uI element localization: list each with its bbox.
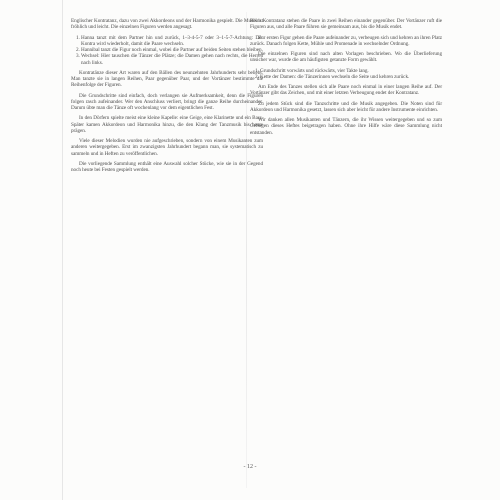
list-item: 2. Kette der Damen: die Tänzerinnen wechseln die Seite und kehren zurück. (260, 74, 442, 80)
list-item: 1. Grundschritt vorwärts und rückwärts, vier Takte lang. (260, 68, 442, 74)
paragraph: Die einzelnen Figuren sind nach alten Vorlagen beschrieben. Wo die Überlieferung unsicher war, wurde die am häufigsten getanzte Form gewählt. (250, 51, 442, 64)
right-text-column (250, 18, 442, 140)
page-number: - 12 - (243, 464, 257, 470)
paragraph: Englischer Kontratanz, dazu von zwei Akkordeons und der Harmonika gespielt. Die Musik ist fröhlich und leicht. Die einzelnen Figuren werden angesagt. (71, 18, 263, 31)
paragraph: Viele dieser Melodien wurden nie aufgeschrieben, sondern von einem Musikanten zum anderen weitergegeben. Erst im zwanzigsten Jahrhundert begann man, sie systematisch zu sammeln und in Heften zu veröffentlichen. (71, 138, 263, 157)
paragraph: Kontratänze dieser Art waren auf den Bällen des neunzehnten Jahrhunderts sehr beliebt. Man tanzte sie in langen Reihen, Paar gegenüber Paar, und der Vortänzer bestimmte die Reihenfolge der Figuren. (71, 69, 263, 89)
figure-list (71, 35, 263, 66)
paragraph: Die vorliegende Sammlung enthält eine Auswahl solcher Stücke, wie sie in der Gegend noch heute bei Festen gespielt werden. (71, 160, 263, 173)
paragraph: Am Ende des Tanzes stellen sich alle Paare noch einmal in einer langen Reihe auf. Der Vortänzer gibt das Zeichen, und mit einer letzten Verbeugung endet der Kontratanz. (250, 84, 442, 97)
figure-list (250, 68, 442, 81)
paragraph: Beim Kontratanz stehen die Paare in zwei Reihen einander gegenüber. Der Vortänzer ruft die Figuren aus, und alle Paare führen sie gemeinsam aus, bis die Musik endet. (250, 18, 442, 31)
paragraph: In den Dörfern spielte meist eine kleine Kapelle: eine Geige, eine Klarinette und ein Bass. Später kamen Akkordeon und Harmonika hinzu, die den Klang der Tanzmusik bis heute prägen. (71, 115, 263, 134)
list-item: 2. Hannibal tanzt die Figur noch einmal, wobei die Partner auf beiden Seiten stehen bleiben. (81, 47, 263, 53)
page-edge (62, 0, 63, 500)
paragraph: Zu jedem Stück sind die Tanzschritte und die Musik angegeben. Die Noten sind für Akkordeon und Harmonika gesetzt, lassen sich aber leicht für andere Instrumente einrichten. (250, 100, 442, 113)
paragraph: Wir danken allen Musikanten und Tänzern, die ihr Wissen weitergegeben und so zum Gelingen dieses Heftes beigetragen haben. Ohne ihre Hilfe wäre diese Sammlung nicht entstanden. (250, 117, 442, 136)
paragraph: Zur ersten Figur gehen die Paare aufeinander zu, verbeugen sich und kehren an ihren Platz zurück. Danach folgen Kette, Mühle und Promenade in wechselnder Ordnung. (250, 34, 442, 47)
list-item: 3. Wechsel: Hier tauschen die Tänzer die Plätze; die Damen gehen nach rechts, die Herren nach links. (81, 53, 263, 66)
left-text-column (71, 18, 263, 177)
list-item: 1. Hanna tanzt mit dem Partner hin und zurück, 1–3-4-5-7 oder 3–1-5-7-Achtung: Der Kontra wird wiederholt, damit die Paare wechseln. (81, 35, 263, 48)
paragraph: Die Grundschritte sind einfach, doch verlangen sie Aufmerksamkeit, denn die Figuren folgen rasch aufeinander. Wer den Anschluss verliert, bringt die ganze Reihe durcheinander. Darum übte man die Tänze oft wochenlang vor dem eigentlichen Fest. (71, 92, 263, 111)
